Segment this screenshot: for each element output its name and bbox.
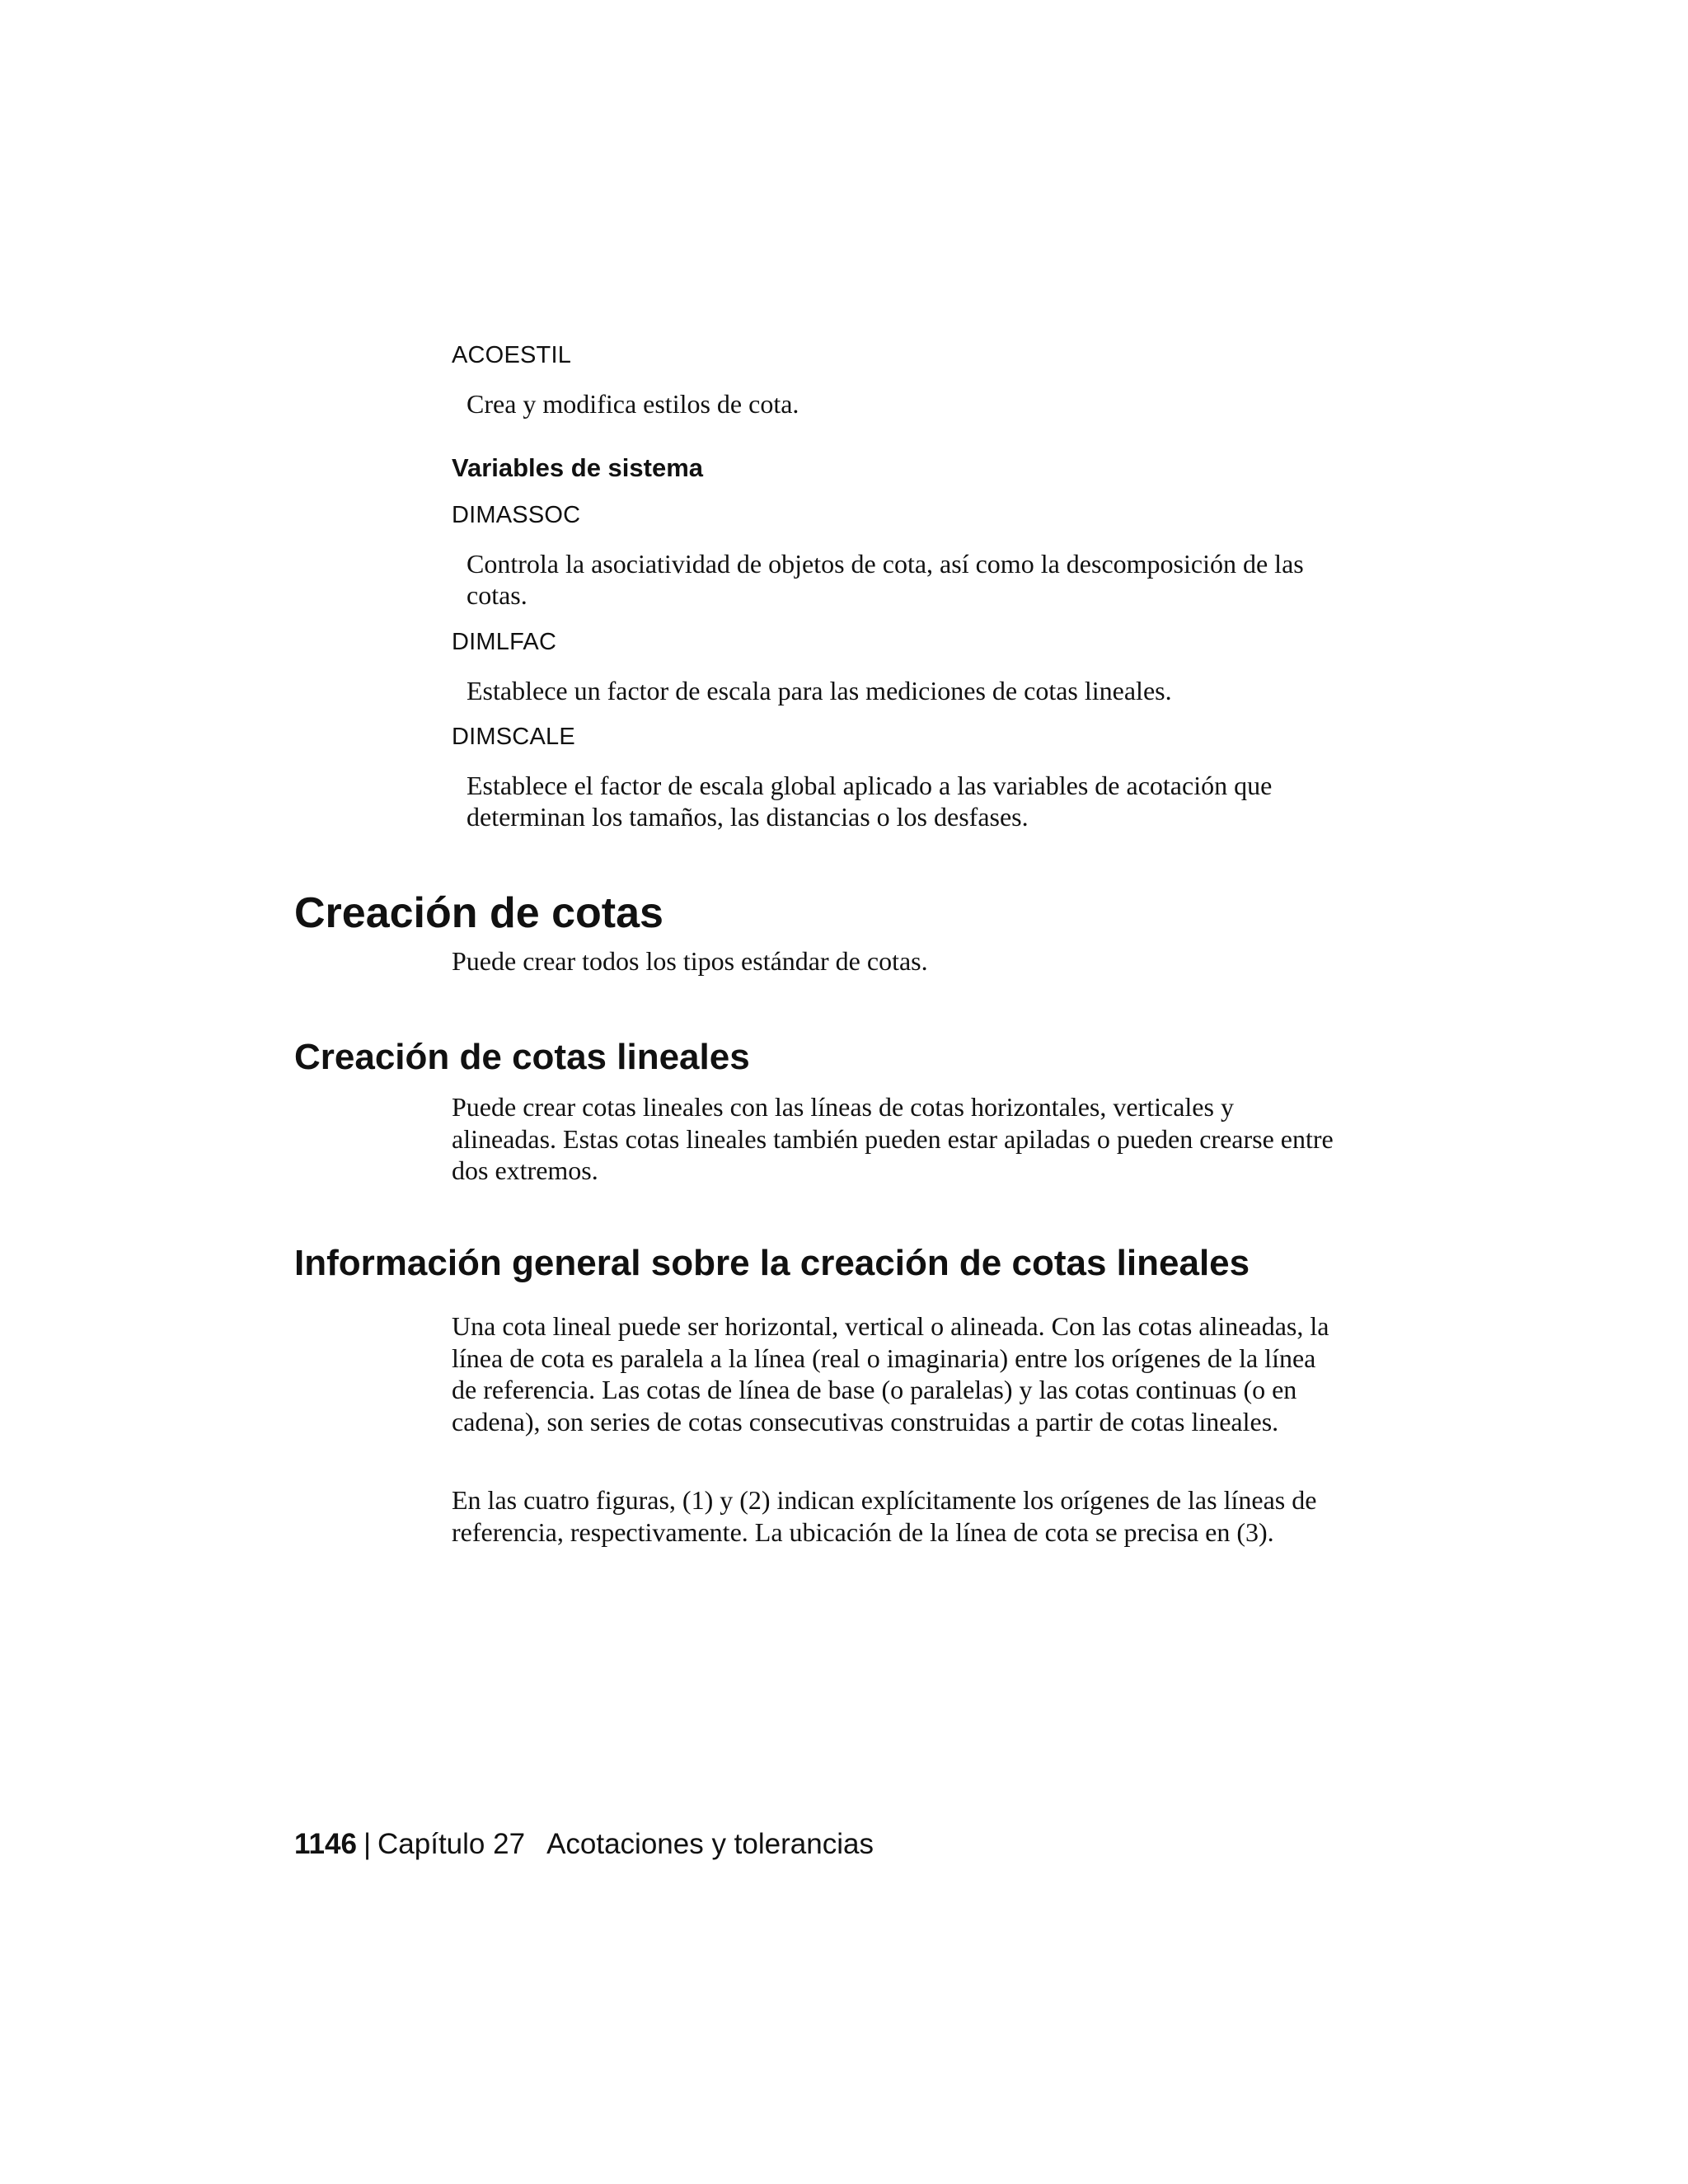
system-variables-heading: Variables de sistema	[452, 453, 704, 482]
command-description-acoestil: Crea y modifica estilos de cota.	[467, 389, 799, 419]
paragraph-info-general-1: Una cota lineal puede ser horizontal, vertical o alineada. Con las cotas alineadas, la línea de cota es paralela a la línea (real o imaginaria) entre los orígenes de la línea de referencia. Las cotas de línea de base (o paralelas) y las cotas continuas (o en cadena), son series de cotas consecutivas construidas a partir de cotas lineales.	[452, 1311, 1329, 1436]
footer-chapter-title: Acotaciones y tolerancias	[546, 1828, 874, 1860]
command-term-acoestil: ACOESTIL	[452, 342, 572, 368]
section-title-info-general: Información general sobre la creación de cotas lineales	[294, 1243, 1250, 1283]
section-title-creacion-cotas: Creación de cotas	[294, 889, 663, 937]
footer-separator: |	[363, 1828, 372, 1860]
variable-description-dimassoc: Controla la asociatividad de objetos de cota, así como la descomposición de las cotas.	[467, 549, 1304, 610]
variable-term-dimlfac: DIMLFAC	[452, 629, 557, 655]
variable-term-dimscale: DIMSCALE	[452, 724, 575, 750]
variable-term-dimassoc: DIMASSOC	[452, 502, 581, 528]
page-number: 1146	[294, 1828, 357, 1860]
section-intro-cotas-lineales: Puede crear cotas lineales con las líneas de cotas horizontales, verticales y alineadas. Estas cotas lineales también pueden estar apiladas o pueden crearse entre dos extremos.	[452, 1092, 1334, 1185]
section-title-cotas-lineales: Creación de cotas lineales	[294, 1037, 750, 1077]
variable-description-dimscale: Establece el factor de escala global aplicado a las variables de acotación que determinan los tamaños, las distancias o los desfases.	[467, 771, 1273, 832]
section-intro-creacion-cotas: Puede crear todos los tipos estándar de cotas.	[452, 946, 928, 976]
paragraph-info-general-2: En las cuatro figuras, (1) y (2) indican explícitamente los orígenes de las líneas de referencia, respectivamente. La ubicación de la línea de cota se precisa en (3).	[452, 1485, 1317, 1547]
footer-chapter: Capítulo 27	[377, 1828, 526, 1860]
page-footer	[294, 1826, 874, 1863]
variable-description-dimlfac: Establece un factor de escala para las mediciones de cotas lineales.	[467, 676, 1172, 705]
